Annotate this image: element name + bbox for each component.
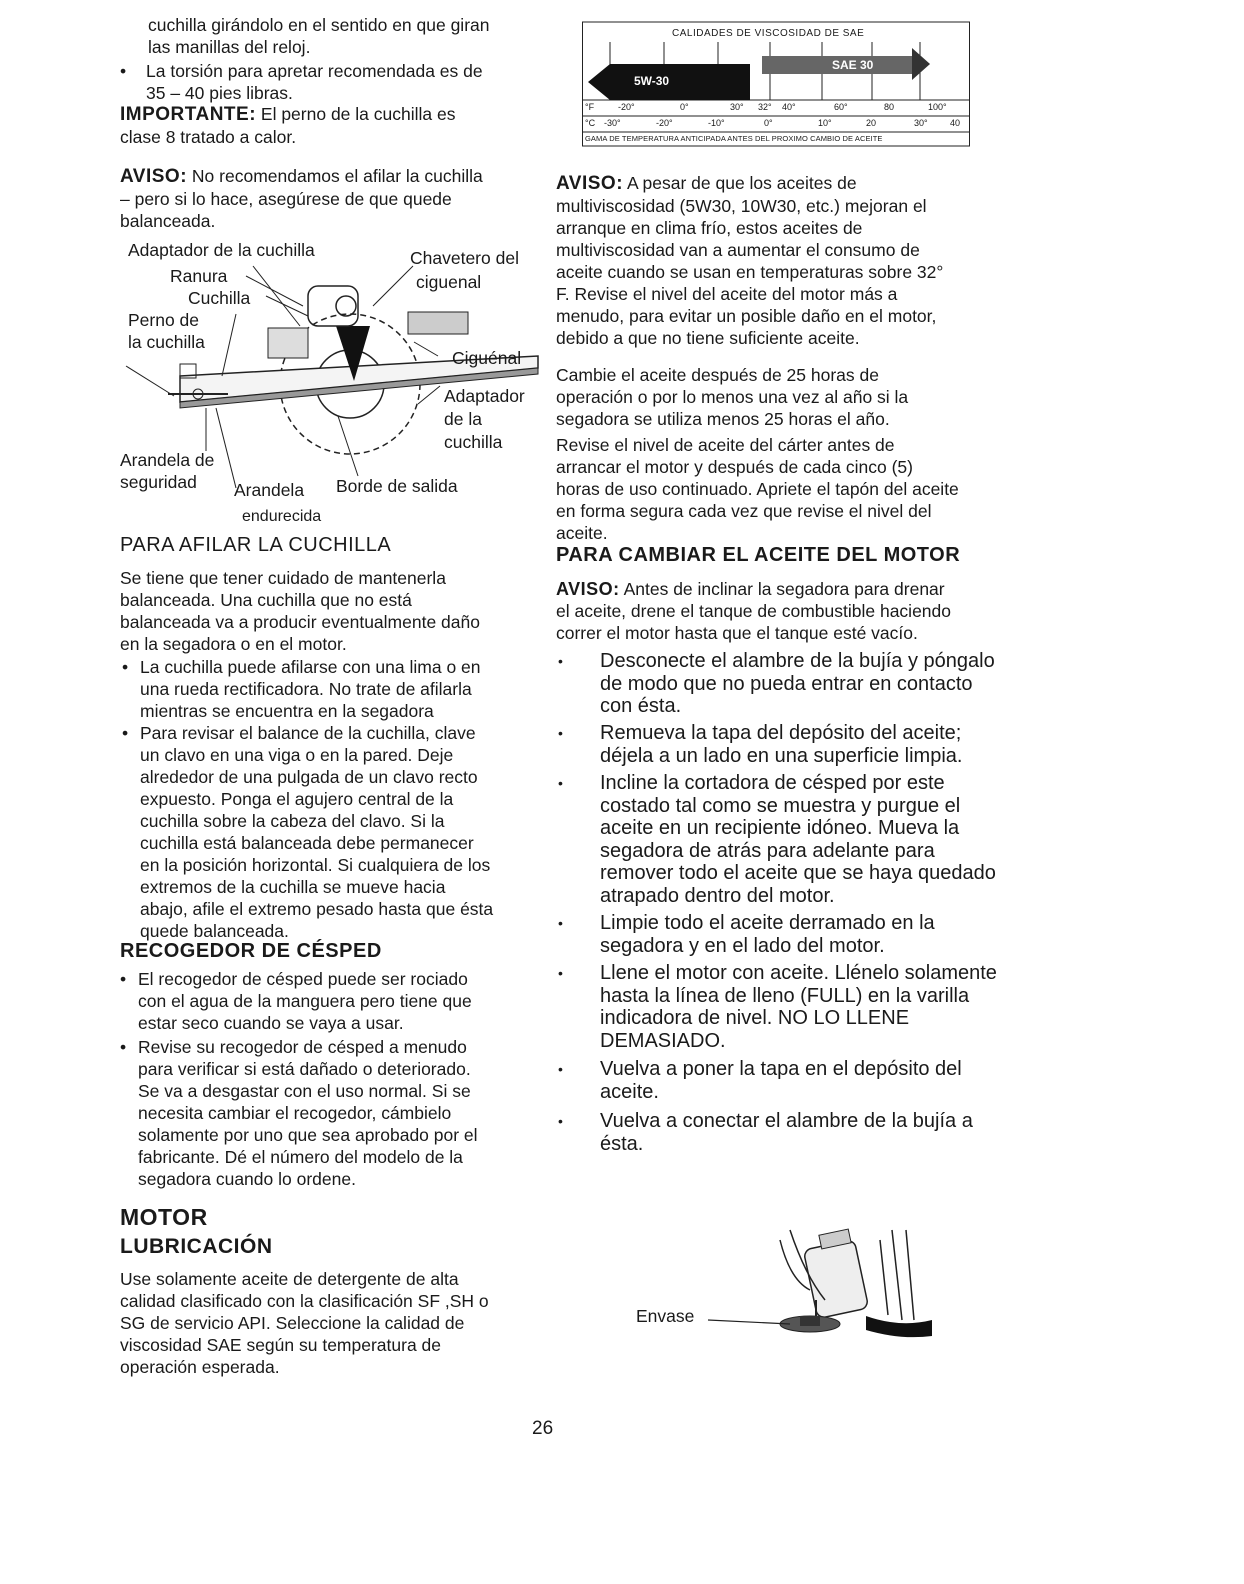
motor-heading: MOTOR [120,1204,208,1230]
bullet-dot: • [558,725,563,741]
label-adaptador-3: cuchilla [444,432,503,452]
afilar-heading: PARA AFILAR LA CUCHILLA [120,534,392,556]
bullet-dot: • [558,965,563,981]
label-perno-1: Perno de [128,310,200,330]
afilar-intro: Se tiene que tener cuidado de mantenerla balanceada. Una cuchilla que no está balanceada va a producir eventualmente daño en la segadora o en el motor. [120,568,480,654]
cambie-aceite-text: Cambie el aceite después de 25 horas de operación o por lo menos una vez al año si la segadora se utiliza menos 25 horas el año. [556,365,909,429]
intro-text: cuchilla girándolo en el sentido en que giran las manillas del reloj. [148,15,490,57]
label-arandela-2: endurecida [242,508,322,525]
label-arandela-1: Arandela [234,480,305,500]
viscosity-chart [582,20,970,148]
bullet-dot: • [558,775,563,791]
bullet-dot: • [558,1061,563,1077]
label-ranura: Ranura [170,266,228,286]
label-adaptador-cuchilla: Adaptador de la cuchilla [128,240,315,260]
label-arandela-seg-1: Arandela de [120,450,215,470]
bullet-dot: • [558,1113,563,1129]
torque-bullet: • La torsión para apretar recomendada es de 35 – 40 pies libras. [118,60,538,104]
label-envase: Envase [636,1306,695,1326]
chart-band-sae30-label: SAE 30 [832,58,874,72]
label-adaptador-1: Adaptador [444,386,525,406]
recogedor-heading: RECOGEDOR DE CÉSPED [120,940,382,962]
chart-f-ticks: °F -20° 0° 30° 32° 40° 60° 80 100° [585,102,947,112]
aviso-drenar: AVISO: Antes de inclinar la segadora para drenar el aceite, drene el tanque de combustible haciendo correr el motor hasta que el tanque esté vacío. [556,579,951,643]
afilar-bullet-2: • Para revisar el balance de la cuchilla, clave un clavo en una viga o en la pared. Deje alrededor de una pulgada de un clavo recto expuesto. Ponga el agujero central de la cuchilla sobre la cabeza del clavo. Si la cuchilla está balanceada debe permanecer en la posición horizontal. Si cualquiera de los extremos de la cuchilla se mueve hacia abajo, afile el extremo pesado hasta que ésta quede balanceada. [120,722,540,942]
lubricacion-heading: LUBRICACIÓN [120,1235,273,1258]
oil-drain-illustration [630,1220,940,1350]
label-cuchilla: Cuchilla [188,288,251,308]
aviso-note: AVISO: No recomendamos el afilar la cuchilla – pero si lo hace, asegúrese de que quede balanceada. [120,166,483,231]
recogedor-bullet-1: • El recogedor de césped puede ser rociado con el agua de la manguera pero tiene que estar seco cuando se vaya a usar. [118,968,538,1034]
label-adaptador-2: de la [444,409,482,429]
chart-footer: GAMA DE TEMPERATURA ANTICIPADA ANTES DEL PROXIMO CAMBIO DE ACEITE [585,134,883,143]
label-borde: Borde de salida [336,476,458,496]
page-number: 26 [532,1418,554,1439]
chart-title: CALIDADES DE VISCOSIDAD DE SAE [672,28,865,39]
label-ciguenal: Ciguénal [452,348,522,368]
bullet-dot: • [558,653,563,669]
label-perno-2: la cuchilla [128,332,205,352]
afilar-bullet-1: • La cuchilla puede afilarse con una lima o en una rueda rectificadora. No trate de afilarla mientras se encuentra en la segadora [120,656,540,722]
cambiar-aceite-heading: PARA CAMBIAR EL ACEITE DEL MOTOR [556,544,961,566]
label-chavetero-1: Chavetero del [410,248,519,268]
label-arandela-seg-2: seguridad [120,472,197,492]
chart-band-5w30-label: 5W-30 [634,74,670,88]
oil-drain-figure [630,1220,940,1350]
chart-c-ticks: °C -30° -20° -10° 0° 10° 20 30° 40 [585,118,961,128]
label-chavetero-2: ciguenal [416,272,482,292]
importante-note: IMPORTANTE: El perno de la cuchilla es clase 8 tratado a calor. [120,104,456,147]
revise-nivel-text: Revise el nivel de aceite del cárter antes de arrancar el motor y después de cada cinco (5) horas de uso continuado. Apriete el tapón del aceite en forma segura cada vez que revise el nivel del aceite. [556,435,959,543]
aviso-multiviscosidad: AVISO: A pesar de que los aceites de multiviscosidad (5W30, 10W30, etc.) mejoran el arranque en clima frío, estos aceites de multiviscosidad van a aumentar el consumo de aceite cuando se usan en temperaturas sobre 32° F. Revise el nivel del aceite del motor más a menudo, para evitar un posible daño en el motor, debido a que no tiene suficiente aceite. [556,173,944,348]
recogedor-bullet-2: • Revise su recogedor de césped a menudo para verificar si está dañado o deteriorado. Se va a desgastar con el uso normal. Si se necesita cambiar el recogedor, cámbielo solamente por uno que sea aprobado por el fabricante. Dé el número del modelo de la segadora cuando lo ordene. [118,1036,538,1190]
blade-diagram [118,236,548,536]
bullet-dot: • [558,915,563,931]
lubricacion-text: Use solamente aceite de detergente de alta calidad clasificado con la clasificación SF ,SH o SG de servicio API. Seleccione la calidad de viscosidad SAE según su temperatura de operación esperada. [120,1269,489,1377]
